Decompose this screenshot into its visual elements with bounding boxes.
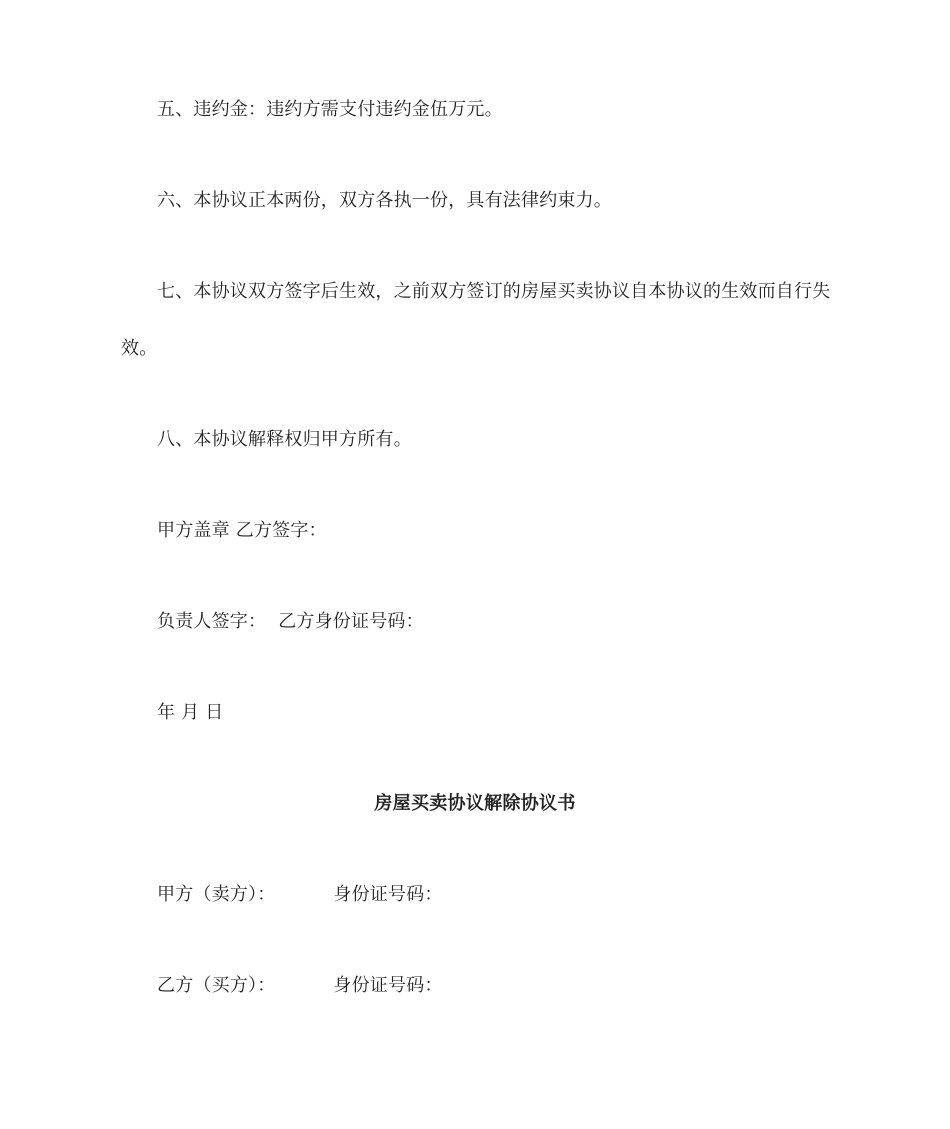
party-a-id-label: 身份证号码： [333, 884, 443, 905]
party-b-row [157, 974, 443, 998]
party-b-id-label: 身份证号码： [333, 975, 443, 996]
signature-row-1: 甲方盖章 乙方签字： [157, 520, 327, 541]
signature-row-2 [157, 610, 424, 634]
party-a-row [157, 883, 443, 907]
clause-5: 五、违约金：违约方需支付违约金伍万元。 [157, 99, 503, 120]
responsible-person-signature-label: 负责人签字： [157, 611, 267, 632]
clause-7-line-2: 效。 [121, 338, 158, 359]
party-a-label: 甲方（卖方）： [157, 884, 276, 905]
clause-7-line-1: 七、本协议双方签字后生效，之前双方签订的房屋买卖协议自本协议的生效而自行失 [157, 281, 831, 302]
date-row: 年 月 日 [157, 702, 224, 723]
section-title: 房屋买卖协议解除协议书 [374, 793, 576, 814]
clause-6: 六、本协议正本两份，双方各执一份，具有法律约束力。 [157, 190, 612, 211]
party-b-label: 乙方（买方）： [157, 975, 276, 996]
clause-8: 八、本协议解释权归甲方所有。 [157, 429, 412, 450]
party-b-id-number-label: 乙方身份证号码： [278, 611, 424, 632]
